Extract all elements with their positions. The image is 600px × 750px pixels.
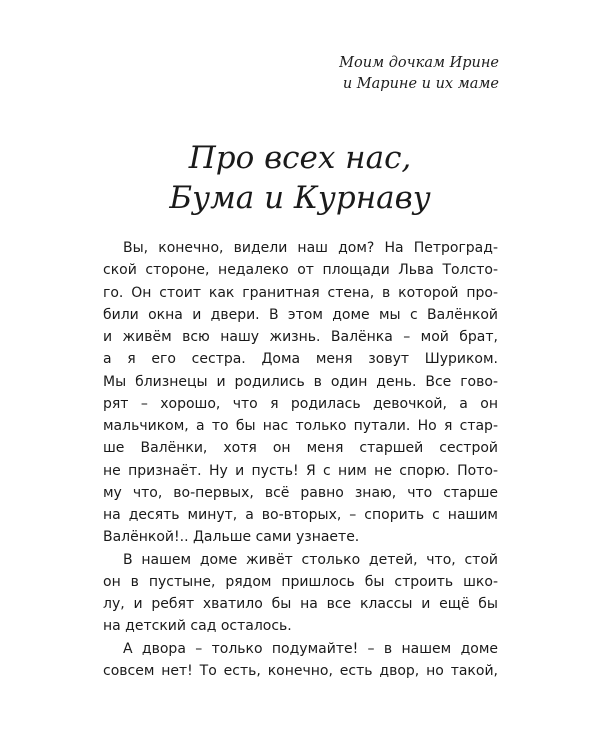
text-line: А двора – только подумайте! – в нашем доме — [123, 640, 498, 657]
dedication-line: Моим дочкам Ирине — [339, 55, 499, 71]
text-line: ской стороне, недалеко от площади Льва Толсто- — [103, 262, 498, 279]
text-line: рят – хорошо, что я родилась девочкой, а он — [103, 395, 498, 412]
text-line: Валёнкой!.. Дальше сами узнаете. — [103, 529, 360, 546]
chapter-title-line: Бума и Курнаву — [169, 180, 431, 216]
text-line: мальчиком, а то бы нас только путали. Но я стар- — [103, 418, 498, 434]
text-line: били окна и двери. В этом доме мы с Валёнкой — [103, 306, 498, 323]
dedication-line: и Марине и их маме — [342, 76, 499, 92]
text-line: и живём всю нашу жизнь. Валёнка – мой брат, — [103, 329, 498, 345]
text-line: лу, и ребят хватило бы на все классы и ещё бы — [103, 596, 498, 612]
text-line: Вы, конечно, видели наш дом? На Петроград- — [123, 240, 498, 256]
chapter-title — [0, 138, 600, 218]
text-line: а я его сестра. Дома меня зовут Шуриком. — [103, 351, 498, 368]
text-line: В нашем доме живёт столько детей, что, стой — [123, 551, 498, 568]
text-line: ше Валёнки, хотя он меня старшей сестрой — [103, 440, 498, 457]
dedication — [339, 53, 499, 95]
text-line: Мы близнецы и родились в один день. Все гово- — [103, 373, 498, 390]
text-line: совсем нет! То есть, конечно, есть двор, но такой, — [103, 662, 498, 679]
text-line: го. Он стоит как гранитная стена, в которой про- — [103, 284, 498, 301]
text-line: не признаёт. Ну и пусть! Я с ним не спорю. Пото- — [103, 462, 498, 479]
chapter-title-line: Про всех нас, — [188, 140, 412, 176]
text-line: му что, во-первых, всё равно знаю, что старше — [103, 484, 498, 501]
body-text — [103, 237, 498, 682]
text-line: он в пустыне, рядом пришлось бы строить шко- — [103, 573, 498, 590]
text-line: на детский сад осталось. — [103, 618, 292, 635]
text-line: на десять минут, а во-вторых, – спорить с нашим — [103, 507, 498, 523]
